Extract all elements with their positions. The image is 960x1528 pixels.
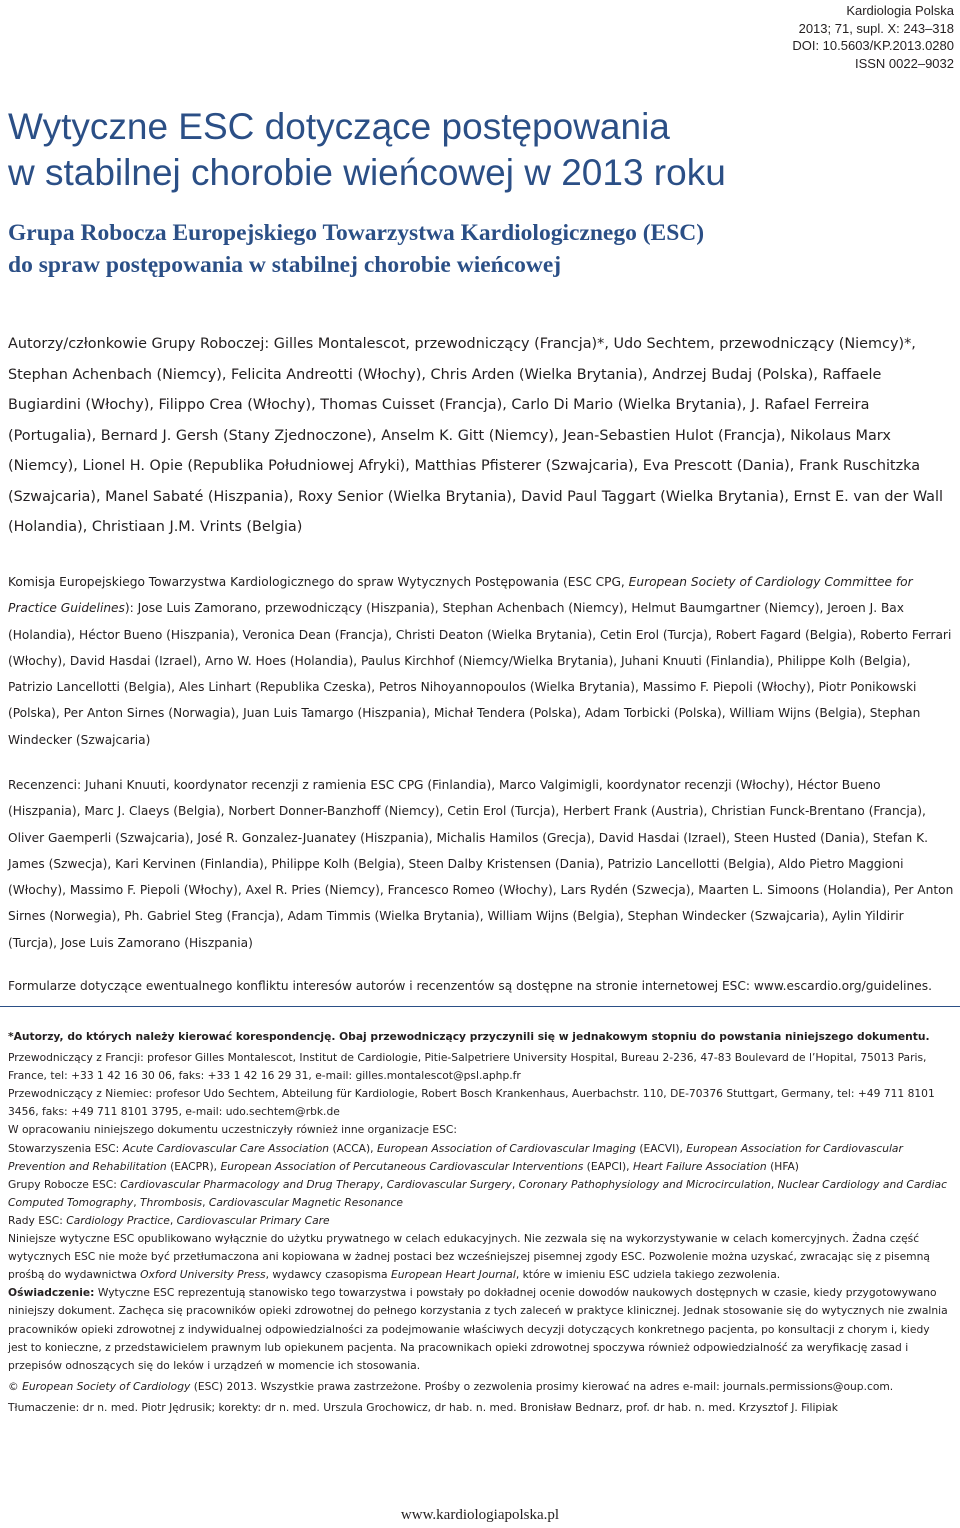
councils-label: Rady ESC: (8, 1213, 67, 1227)
reviewers-list: Recenzenci: Juhani Knuuti, koordynator recenzji z ramienia ESC CPG (Finlandia), Marco Valgimigli, koordynator recenzji (Włochy), Héctor Bueno (Hiszpania), Marc J. Claeys (Belgia), Norbert Donner-Banzhoff (Niemcy), Cetin Erol (Turcja), Herbert Frank (Austria), Christian Funck-Brentano (Francja), Oliver Gaemperli (Szwajcaria), José R. Gonzalez-Juanatey (Hiszpania), Michalis Hamilos (Grecja), David Hasdai (Izrael), Steen Husted (Dania), Stefan K. James (Szwecja), Kari Kervinen (Finlandia), Philippe Kolh (Belgia), Steen Dalby Kristensen (Dania), Patrizio Lancellotti (Belgia), Aldo Pietro Maggioni (Włochy), Massimo F. Piepoli (Włochy), Axel R. Pries (Niemcy), Francesco Romeo (Włochy), Lars Rydén (Szwecja), Maarten L. Simoons (Holandia), Per Anton Sirnes (Norwegia), Ph. Gabriel Steg (Francja), Adam Timmis (Wielka Brytania), William Wijns (Belgia), Stephan Windecker (Szwajcaria), Aylin Yildirir (Turcja), Jose Luis Zamorano (Hiszpania) (8, 778, 954, 950)
separator: , (169, 1213, 177, 1227)
section-divider (0, 1006, 960, 1007)
working-group-4: Nuclear Cardiology and Cardiac Computed Tomography (8, 1177, 947, 1209)
association-hfa-abbr: (HFA) (766, 1159, 799, 1173)
footer-url: www.kardiologiapolska.pl (400, 1507, 560, 1523)
journal-volume: 2013; 71, supl. X: 243–318 (798, 20, 954, 36)
association-hfa: Heart Failure Association (632, 1159, 767, 1173)
disclaimer-text: Wytyczne ESC reprezentują stanowisko tego towarzystwa i powstały po dokładnej ocenie dowodów naukowych dostępnych w czasie, kiedy przygotowywano niniejszy dokument. Zachęca się pracowników opieki zdrowotnej do pełnego korzystania z tych zaleceń w praktyce klinicznej. Jednak stosowanie się do wytycznych nie zwalnia pracowników opieki zdrowotnej z indywidualnej odpowiedzialności za podejmowanie właściwych decyzji dotyczących konkretnego pacjenta, po konsultacji z chorym i, kiedy jest to konieczne, z przedstawicielem prawnym lub opiekunem pacjenta. Na pracownikach opieki zdrowotnej spoczywa również odpowiedzialność za weryfikację zasad i przepisów odnoszących się do leków i urządzeń w momencie ich stosowania. (8, 1286, 948, 1372)
disclaimer (8, 1284, 952, 1374)
copyright-symbol: © (8, 1379, 23, 1393)
council-1: Cardiology Practice (66, 1213, 170, 1227)
association-eacvi: European Association of Cardiovascular Imaging (376, 1141, 636, 1155)
subtitle-line-2: do spraw postępowania w stabilnej chorobie wieńcowej (8, 252, 562, 278)
association-eacpr-abbr: (EACPR), (166, 1159, 221, 1173)
esc-councils (8, 1212, 952, 1230)
footnotes (8, 1028, 952, 1417)
working-groups-label: Grupy Robocze ESC: (8, 1177, 121, 1191)
title-line-2: w stabilnej chorobie wieńcowej w 2013 roku (8, 152, 726, 193)
association-acca-abbr: (ACCA), (329, 1141, 377, 1155)
journal-name: Kardiologia Polska (846, 3, 954, 18)
separator: , (379, 1177, 387, 1191)
copyright-holder: European Society of Cardiology (22, 1379, 191, 1393)
committee-list (8, 569, 954, 753)
chair-france-address: Przewodniczący z Francji: profesor Gilles Montalescot, Institut de Cardiologie, Pitie-Salpetriere University Hospital, Bureau 2-236, 47-83 Boulevard de l’Hopital, 75013 Paris, France, tel: +33 1 42 16 30 06, faks: +33 1 42 16 29 31, e-mail: gilles.montalescot@psl.aphp.fr (8, 1051, 927, 1083)
council-2: Cardiovascular Primary Care (176, 1213, 330, 1227)
publisher-name: Oxford University Press (140, 1268, 266, 1282)
correspondence-note: *Autorzy, do których należy kierować korespondencję. Obaj przewodniczący przyczynili się w jednakowym stopniu do powstania niniejszego dokumentu. (8, 1030, 930, 1043)
esc-working-groups (8, 1176, 952, 1212)
usage-text-2: , wydawcy czasopisma (265, 1268, 391, 1282)
doi: DOI: 10.5603/KP.2013.0280 (792, 38, 954, 53)
title-line-1: Wytyczne ESC dotyczące postępowania (8, 106, 670, 147)
association-eacvi-abbr: (EACVI), (635, 1141, 687, 1155)
translation-credits: Tłumaczenie: dr n. med. Piotr Jędrusik; korekty: dr n. med. Urszula Grochowicz, dr hab. n. med. Bronisław Bednarz, prof. dr hab. n. med. Krzysztof J. Filipiak (8, 1400, 838, 1414)
committee-members: ): Jose Luis Zamorano, przewodniczący (Hiszpania), Stephan Achenbach (Niemcy), Helmut Baumgartner (Niemcy), Jeroen J. Bax (Holandia), Héctor Bueno (Hiszpania), Veronica Dean (Francja), Christi Deaton (Wielka Brytania), Cetin Erol (Turcja), Robert Fagard (Belgia), Roberto Ferrari (Włochy), David Hasdai (Izrael), Arno W. Hoes (Holandia), Paulus Kirchhof (Niemcy/Wielka Brytania), Juhani Knuuti (Finlandia), Philippe Kolh (Belgia), Patrizio Lancellotti (Belgia), Ales Linhart (Republika Czeska), Petros Nihoyannopoulos (Wielka Brytania), Massimo F. Piepoli (Włochy), Piotr Ponikowski (Polska), Per Anton Sirnes (Norwagia), Juan Luis Tamargo (Hiszpania), Michał Tendera (Polska), Adam Torbicki (Polska), William Wijns (Belgia), Stephan Windecker (Szwajcaria) (8, 601, 952, 747)
committee-prefix: Komisja Europejskiego Towarzystwa Kardiologicznego do spraw Wytycznych Postępowania (ESC CPG, (8, 575, 629, 589)
committee-name-english: European Society of Cardiology Committee for Practice Guidelines (8, 575, 913, 616)
authors-list: Autorzy/członkowie Grupy Roboczej: Gilles Montalescot, przewodniczący (Francja)*, Udo Sechtem, przewodniczący (Niemcy)*, Stephan Achenbach (Niemcy), Felicita Andreotti (Włochy), Chris Arden (Wielka Brytania), Andrzej Budaj (Polska), Raffaele Bugiardini (Włochy), Filippo Crea (Włochy), Thomas Cuisset (Francja), Carlo Di Mario (Wielka Brytania), J. Rafael Ferreira (Portugalia), Bernard J. Gersh (Stany Zjednoczone), Anselm K. Gitt (Niemcy), Jean-Sebastien Hulot (Francja), Nikolaus Marx (Niemcy), Lionel H. Opie (Republika Południowej Afryki), Matthias Pfisterer (Szwajcaria), Eva Prescott (Dania), Frank Ruschitzka (Szwajcaria), Manel Sabaté (Hiszpania), Roxy Senior (Wielka Brytania), David Paul Taggart (Wielka Brytania), Ernst E. van der Wall (Holandia), Christiaan J.M. Vrints (Belgia) (8, 336, 943, 535)
copyright (8, 1378, 952, 1396)
separator: , (202, 1195, 209, 1209)
subtitle (8, 217, 948, 281)
journal-header (792, 2, 954, 72)
separator: , (511, 1177, 519, 1191)
esc-associations (8, 1140, 952, 1176)
page-title (8, 104, 948, 196)
chair-germany-address: Przewodniczący z Niemiec: profesor Udo Sechtem, Abteilung für Kardiologie, Robert Bosch Krankenhaus, Auerbachstr. 110, DE-70376 Stuttgart, Germany, tel: +49 711 8101 3456, faks: +49 711 8101 3795, e-mail: udo.sechtem@rbk.de (8, 1087, 935, 1119)
working-group-1: Cardiovascular Pharmacology and Drug Therapy (120, 1177, 380, 1191)
separator: , (133, 1195, 141, 1209)
association-eapci: European Association of Percutaneous Cardiovascular Interventions (220, 1159, 584, 1173)
issn: ISSN 0022–9032 (854, 55, 954, 71)
association-eacpr: European Association for Cardiovascular Prevention and Rehabilitation (8, 1141, 903, 1173)
working-group-6: Cardiovascular Magnetic Resonance (208, 1195, 403, 1209)
working-group-2: Cardiovascular Surgery (386, 1177, 512, 1191)
usage-text-3: , które w imieniu ESC udziela takiego zezwolenia. (515, 1268, 781, 1282)
association-acca: Acute Cardiovascular Care Association (122, 1141, 330, 1155)
subtitle-line-1: Grupa Robocza Europejskiego Towarzystwa Kardiologicznego (ESC) (8, 220, 705, 246)
copyright-text: (ESC) 2013. Wszystkie prawa zastrzeżone. Prośby o zezwolenia prosimy kierować na adres e-mail: journals.permissions@oup.com. (190, 1379, 894, 1393)
separator: , (770, 1177, 778, 1191)
usage-text-1: Niniejsze wytyczne ESC opublikowano wyłącznie do użytku prywatnego w celach edukacyjnych. Nie zezwala się na wykorzystywanie w celach komercyjnych. Żadna część wytycznych ESC nie może być przetłumaczona ani kopiowana w żadnej postaci bez wcześniejszej pisemnej zgody ESC. Pozwolenie można uzyskać, zwracając się z pisemną prośbą do wydawnictwa (8, 1232, 930, 1282)
associations-label: Stowarzyszenia ESC: (8, 1141, 123, 1155)
association-eapci-abbr: (EAPCI), (583, 1159, 633, 1173)
journal-title: European Heart Journal (390, 1268, 516, 1282)
usage-note (8, 1230, 952, 1284)
disclaimer-label: Oświadczenie: (8, 1286, 95, 1300)
working-group-3: Coronary Pathophysiology and Microcirculation (518, 1177, 771, 1191)
conflict-of-interest-note: Formularze dotyczące ewentualnego konfliktu interesów autorów i recenzentów są dostępne na stronie internetowej ESC: www.escardio.org/guidelines. (8, 979, 933, 993)
esc-bodies-intro: W opracowaniu niniejszego dokumentu uczestniczyły również inne organizacje ESC: (8, 1123, 457, 1137)
working-group-5: Thrombosis (140, 1195, 203, 1209)
